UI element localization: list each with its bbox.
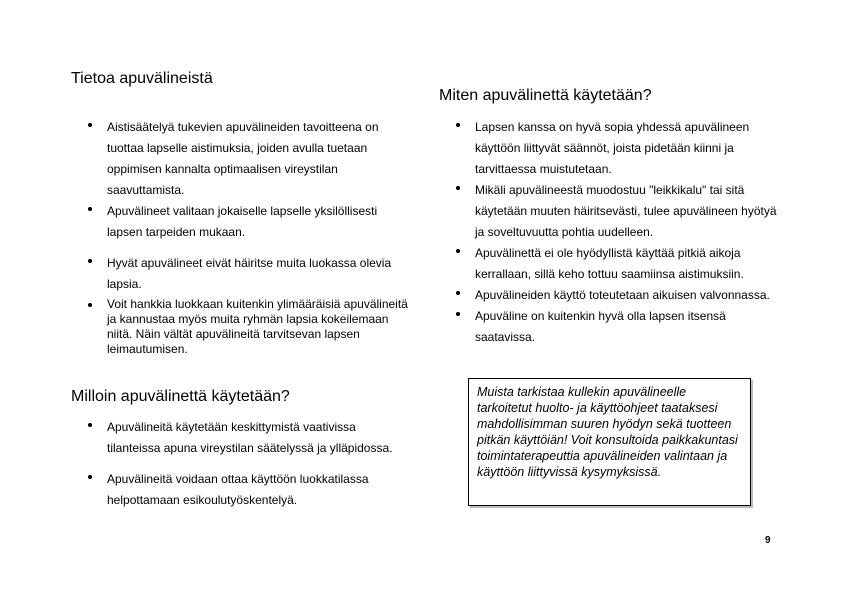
list-item-text: Lapsen kanssa on hyvä sopia yhdessä apuvälineen käyttöön liittyvät säännöt, joista pidetään kiinni ja tarvittaessa muistutetaan.	[475, 120, 750, 176]
list-item	[71, 253, 411, 295]
bullet-icon	[456, 291, 460, 295]
list-item-text: Apuvälineiden käyttö toteutetaan aikuisen valvonnassa.	[475, 288, 770, 302]
bullet-icon	[456, 249, 460, 253]
list-item-text: Apuvälineitä voidaan ottaa käyttöön luokkatilassa helpottamaan esikoulutyöskentelyä.	[107, 472, 369, 507]
list-item	[439, 117, 784, 180]
list-item	[439, 285, 784, 306]
bullet-icon	[456, 312, 460, 316]
list-item-text: Apuväline on kuitenkin hyvä olla lapsen itsensä saatavissa.	[475, 309, 726, 344]
bullet-icon	[88, 207, 92, 211]
list-item	[439, 306, 784, 348]
page-number: 9	[765, 535, 771, 546]
list-item-text: Aistisäätelyä tukevien apuvälineiden tavoitteena on tuottaa lapselle aistimuksia, joiden avulla tuetaan oppimisen kannalta optimaalisen vireystilan saavuttamista.	[107, 120, 379, 197]
list-item	[71, 417, 411, 459]
list-item-text: Apuvälineitä käytetään keskittymistä vaativissa tilanteissa apuna vireystilan säätelyssä ja ylläpidossa.	[107, 420, 393, 455]
list-item	[71, 201, 411, 243]
list-item	[71, 297, 411, 357]
list-item-text: Apuvälinettä ei ole hyödyllistä käyttää pitkiä aikoja kerrallaan, sillä keho tottuu saamiinsa aistimuksiin.	[475, 246, 744, 281]
list-item	[439, 243, 784, 285]
reminder-note-text: Muista tarkistaa kullekin apuvälineelle tarkoitetut huolto- ja käyttöohjeet taataksesi mahdollisimman suuren hyödyn sekä tuotteen pitkän käyttöiän! Voit konsultoida paikkakuntasi toimintaterapeuttia apuvälineiden valintaan ja käyttöön liittyvissä kysymyksissä.	[477, 385, 738, 479]
bullet-icon	[88, 303, 92, 307]
list-item-text: Hyvät apuvälineet eivät häiritse muita luokassa olevia lapsia.	[107, 256, 392, 291]
bullet-icon	[456, 186, 460, 190]
list-item-text: Apuvälineet valitaan jokaiselle lapselle yksilöllisesti lapsen tarpeiden mukaan.	[107, 204, 378, 239]
list-item	[439, 180, 784, 243]
bullet-icon	[456, 123, 460, 127]
bullet-icon	[88, 123, 92, 127]
list-item-text: Voit hankkia luokkaan kuitenkin ylimääräisiä apuvälineitä ja kannustaa myös muita ryhmän lapsia kokeilemaan niitä. Näin vältät apuvälineitä tarvitsevan lapsen leimautumisen.	[107, 297, 408, 356]
info-bullet-list	[71, 117, 411, 357]
how-bullet-list	[439, 117, 784, 348]
list-item	[71, 469, 411, 511]
bullet-icon	[88, 423, 92, 427]
reminder-note-box	[468, 378, 751, 506]
section-heading-how: Miten apuvälinettä käytetään?	[439, 87, 652, 104]
list-item	[71, 117, 411, 201]
bullet-icon	[88, 475, 92, 479]
list-item-text: Mikäli apuvälineestä muodostuu "leikkikalu" tai sitä käytetään muuten häiritsevästi, tulee apuvälineen hyötyä ja soveltuvuutta pohtia uudelleen.	[475, 183, 777, 239]
when-bullet-list	[71, 417, 411, 511]
section-heading-when: Milloin apuvälinettä käytetään?	[71, 388, 290, 405]
section-heading-info: Tietoa apuvälineistä	[71, 70, 213, 87]
bullet-icon	[88, 259, 92, 263]
